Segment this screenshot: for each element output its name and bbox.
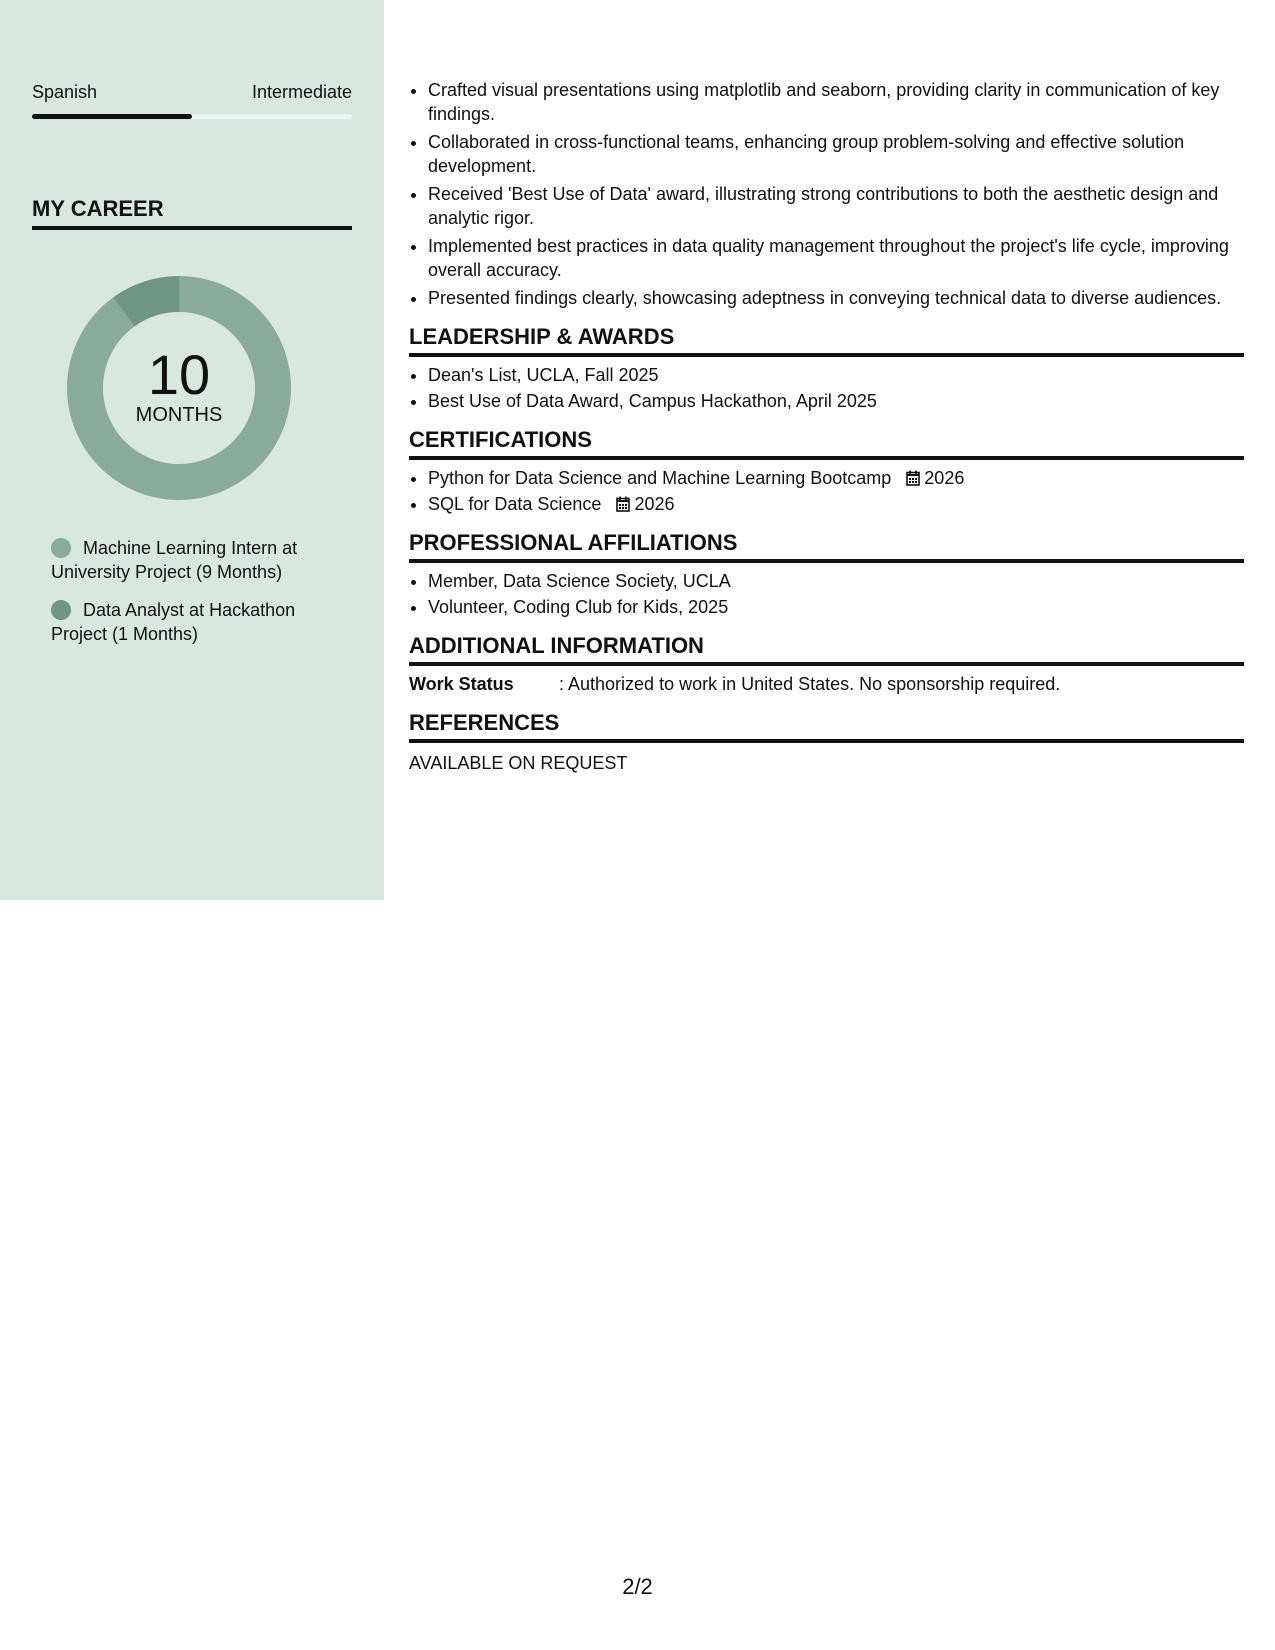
legend-dot [51, 538, 71, 558]
legend-dot [51, 600, 71, 620]
affiliations-heading: PROFESSIONAL AFFILIATIONS [409, 530, 1244, 563]
certifications-list [409, 466, 1244, 516]
additional-info-heading: ADDITIONAL INFORMATION [409, 633, 1244, 666]
list-item: • Best Use of Data Award, Campus Hackathon, April 2025 [428, 389, 1244, 413]
references-heading: REFERENCES [409, 710, 1244, 743]
certification-name: Python for Data Science and Machine Learning Bootcamp [428, 468, 892, 488]
donut-center [67, 276, 291, 500]
experience-bullets [409, 78, 1244, 310]
career-total-unit: MONTHS [135, 404, 223, 426]
certifications-heading: CERTIFICATIONS [409, 427, 1244, 460]
main-content [409, 78, 1244, 775]
career-total-number: 10 [147, 343, 211, 406]
calendar-icon [906, 470, 920, 486]
list-item: • Presented findings clearly, showcasing adeptness in conveying technical data to diverse audiences. [428, 286, 1244, 310]
list-item [428, 492, 1244, 516]
legend-item [51, 598, 321, 646]
certification-year: 2026 [634, 494, 675, 514]
work-status-value: : Authorized to work in United States. No sponsorship required. [559, 674, 1061, 694]
leadership-list [409, 363, 1244, 413]
list-item [428, 466, 1244, 490]
list-item: • Implemented best practices in data quality management throughout the project's life cycle, improving overall accuracy. [428, 234, 1244, 282]
certification-name: SQL for Data Science [428, 494, 602, 514]
career-legend [51, 536, 321, 660]
language-proficiency-fill [32, 114, 192, 119]
list-item: • Received 'Best Use of Data' award, illustrating strong contributions to both the aesthetic design and analytic rigor. [428, 182, 1244, 230]
certification-year: 2026 [924, 468, 965, 488]
language-name: Spanish [32, 82, 98, 102]
list-item: • Volunteer, Coding Club for Kids, 2025 [428, 595, 1244, 619]
language-row [32, 82, 352, 103]
work-status-label: Work Status [409, 674, 514, 694]
work-status-row [409, 672, 1244, 696]
list-item: • Crafted visual presentations using matplotlib and seaborn, providing clarity in communication of key findings. [428, 78, 1244, 126]
references-text: AVAILABLE ON REQUEST [409, 753, 628, 773]
calendar-icon [616, 496, 630, 512]
leadership-heading: LEADERSHIP & AWARDS [409, 324, 1244, 357]
language-level: Intermediate [251, 82, 352, 102]
career-heading: MY CAREER [32, 196, 352, 230]
language-proficiency-bar [32, 114, 352, 119]
list-item: • Dean's List, UCLA, Fall 2025 [428, 363, 1244, 387]
list-item: • Member, Data Science Society, UCLA [428, 569, 1244, 593]
legend-label: Machine Learning Intern at University Project (9 Months) [51, 538, 298, 582]
page-number: 2/2 [622, 1574, 653, 1599]
legend-item [51, 536, 321, 584]
list-item: • Collaborated in cross-functional teams, enhancing group problem-solving and effective solution development. [428, 130, 1244, 178]
sidebar [0, 0, 384, 900]
legend-label: Data Analyst at Hackathon Project (1 Months) [51, 600, 296, 644]
career-donut-chart [67, 276, 291, 500]
affiliations-list [409, 569, 1244, 619]
